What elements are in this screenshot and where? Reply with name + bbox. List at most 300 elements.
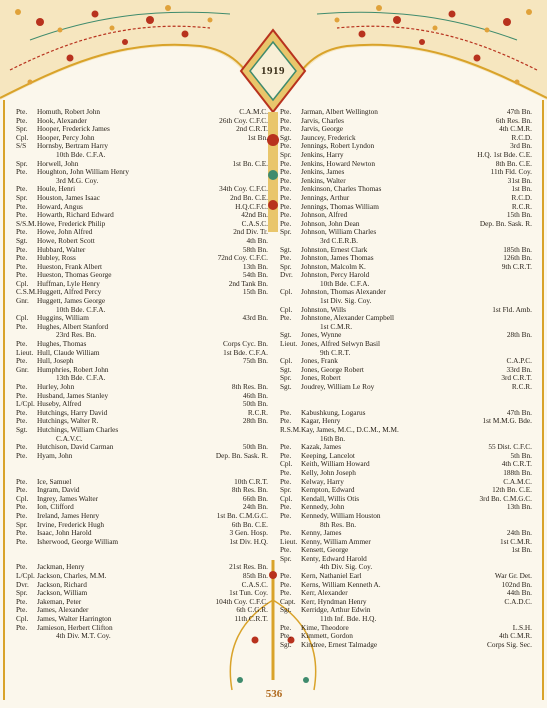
rank: R.S.M. <box>280 425 301 434</box>
rank: Pte. <box>280 142 292 151</box>
soldier-name: Jakeman, Peter <box>37 597 82 606</box>
unit: 15th Bn. <box>242 288 268 297</box>
soldier-name: Ireland, James Henry <box>37 511 100 520</box>
roll-entry <box>16 581 268 590</box>
rank: Pte. <box>280 511 292 520</box>
roll-entry <box>16 383 268 392</box>
unit: Dep. Bn. Sask. R. <box>215 451 268 460</box>
roll-entry <box>280 254 532 263</box>
roll-entry <box>280 563 532 572</box>
unit-continuation: 13th Bde. C.F.A. <box>56 374 106 383</box>
roll-entry <box>280 117 532 126</box>
rank: Pte. <box>16 108 28 116</box>
unit: 28th Bn. <box>506 331 532 340</box>
rank: Pte. <box>280 168 292 177</box>
soldier-name: Jauncey, Frederick <box>301 133 356 142</box>
unit: Corps Sig. Sec. <box>487 640 532 649</box>
rank: Cpl. <box>16 494 29 503</box>
unit: 34th Coy. C.F.C. <box>219 185 268 194</box>
roll-entry <box>16 435 268 444</box>
roll-entry <box>280 263 532 272</box>
roll-entry <box>280 409 532 418</box>
roll-entry <box>280 383 532 392</box>
rank: Pte. <box>16 391 28 400</box>
rank: Dvr. <box>16 580 29 589</box>
unit: 11th Fld. Coy. <box>490 168 532 177</box>
unit: 85th Bn. <box>242 572 268 581</box>
soldier-name: Hutchings, Harry David <box>37 408 108 417</box>
soldier-name: Johnston, Wills <box>301 305 346 314</box>
unit: 55 Dist. C.F.C. <box>488 443 532 452</box>
soldier-name: Kelway, Harry <box>301 477 344 486</box>
rank: Pte. <box>16 245 28 254</box>
unit: 26th Coy. C.F.C. <box>219 116 268 125</box>
unit: 10th C.R.T. <box>234 477 268 486</box>
roll-entry <box>16 443 268 452</box>
roll-entry <box>280 452 532 461</box>
soldier-name: Johnstone, Alexander Campbell <box>301 314 395 323</box>
roll-entry <box>280 443 532 452</box>
soldier-name: Kimmett, Gordon <box>301 632 353 641</box>
rank: Pte. <box>280 108 292 116</box>
unit: 3rd Bn. C.M.G.C. <box>479 494 532 503</box>
unit: 47th Bn. <box>506 408 532 417</box>
unit: R.C.R. <box>511 383 532 391</box>
rank: Pte. <box>16 417 28 426</box>
roll-entry <box>16 503 268 512</box>
roll-entry <box>16 340 268 349</box>
unit-continuation: 10th Bde. C.F.A. <box>56 305 106 314</box>
roll-entry <box>16 632 268 641</box>
rank: Pte. <box>280 116 292 125</box>
soldier-name: Johnston, Malcolm K. <box>301 262 366 271</box>
rank: Pte. <box>280 589 292 598</box>
unit-continuation: 23rd Res. Bn. <box>56 331 97 340</box>
unit: 4th C.M.R. <box>499 632 532 641</box>
unit: 11th C.R.T. <box>234 615 268 624</box>
roll-entry <box>16 452 268 461</box>
roll-entry <box>280 220 532 229</box>
rank: Pte. <box>280 219 292 228</box>
soldier-name: Ingram, David <box>37 486 80 495</box>
roll-entry <box>16 194 268 203</box>
soldier-name: Howard, Angus <box>37 202 83 211</box>
roll-entry <box>280 194 532 203</box>
roll-entry <box>280 349 532 358</box>
soldier-name: Kelly, John Joseph <box>301 468 356 477</box>
roll-entry <box>280 177 532 186</box>
unit: 2nd C.R.T. <box>236 125 268 134</box>
roll-entry <box>280 624 532 633</box>
rank: Pte. <box>16 477 28 486</box>
unit: 1st C.M.R. <box>499 537 532 546</box>
rank: Pte. <box>280 159 292 168</box>
unit: C.A.S.C. <box>241 219 268 228</box>
rank: Pte. <box>280 451 292 460</box>
roll-entry <box>16 589 268 598</box>
soldier-name: Kendall, Willis Otis <box>301 494 360 503</box>
soldier-name: Huseby, Alfred <box>37 400 82 409</box>
roll-entry <box>280 331 532 340</box>
soldier-name: Houston, James Isaac <box>37 193 101 202</box>
roll-entry <box>280 512 532 521</box>
unit-continuation: 8th Res. Bn. <box>320 520 357 529</box>
soldier-name: Hurley, John <box>37 383 75 391</box>
unit: 72nd Coy. C.F.C. <box>217 254 268 263</box>
unit: 2nd Tank Bn. <box>228 279 268 288</box>
roll-entry <box>280 435 532 444</box>
rank: Pte. <box>16 451 28 460</box>
rank: Spr. <box>16 589 28 598</box>
unit: 33rd Bn. <box>506 365 532 374</box>
roll-entry <box>16 288 268 297</box>
unit: 75th Bn. <box>242 357 268 366</box>
rank: Cpl. <box>280 357 293 366</box>
soldier-name: Kennedy, John <box>301 503 345 512</box>
roll-entry <box>280 426 532 435</box>
rank: Pte. <box>16 185 28 194</box>
rank: Pte. <box>280 417 292 426</box>
soldier-name: Jones, George Robert <box>301 365 364 374</box>
spacer <box>16 555 268 564</box>
soldier-name: Hutchings, William Charles <box>37 425 119 434</box>
roll-entry <box>16 203 268 212</box>
soldier-name: Johnston, James Thomas <box>301 254 374 263</box>
unit: 2nd Bn. C.E. <box>230 193 268 202</box>
soldier-name: Hull, Joseph <box>37 357 74 366</box>
soldier-name: Jenkinson, Charles Thomas <box>301 185 382 194</box>
roll-entry <box>16 177 268 186</box>
unit: 4th Bn. <box>246 236 268 245</box>
soldier-name: Jamieson, Herbert Clifton <box>37 623 113 632</box>
unit: 102nd Bn. <box>501 580 532 589</box>
roll-entry <box>16 572 268 581</box>
unit: 1st Bn. <box>511 546 532 555</box>
unit: C.A.D.C. <box>504 597 532 606</box>
rank: Pte. <box>280 503 292 512</box>
spacer <box>280 400 532 409</box>
rank: Pte. <box>16 262 28 271</box>
rank: Spr. <box>16 159 28 168</box>
soldier-name: Jones, Frank <box>301 357 338 366</box>
soldier-name: Johnston, Ernest Clark <box>301 245 368 254</box>
rank: Pte. <box>16 228 28 237</box>
unit: R.C.R. <box>511 202 532 211</box>
unit: 44th Bn. <box>506 589 532 598</box>
soldier-name: Ice, Samuel <box>37 477 72 486</box>
rank: Cpl. <box>16 279 29 288</box>
unit: 31st Bn. <box>507 176 532 185</box>
rank: Cpl. <box>16 615 29 624</box>
roll-entry <box>16 237 268 246</box>
rank: Pte. <box>16 254 28 263</box>
unit: 50th Bn. <box>242 443 268 452</box>
soldier-name: Isherwood, George William <box>37 537 119 546</box>
roll-entry <box>16 606 268 615</box>
roll-entry <box>16 357 268 366</box>
rank: Pte. <box>16 486 28 495</box>
spacer <box>16 469 268 478</box>
roll-entry <box>280 615 532 624</box>
roll-entry <box>280 503 532 512</box>
roll-entry <box>280 366 532 375</box>
rank: Pte. <box>16 563 28 572</box>
soldier-name: Huggett, James George <box>37 297 106 306</box>
rank: Gnr. <box>16 365 29 374</box>
rank: Sgt. <box>16 425 28 434</box>
rank: Sgt. <box>280 383 292 391</box>
rank: Pte. <box>280 546 292 555</box>
roll-entry <box>280 297 532 306</box>
unit: R.C.R. <box>247 408 268 417</box>
rank: Cpl. <box>280 305 293 314</box>
roll-entry <box>16 495 268 504</box>
unit: 13th Bn. <box>506 503 532 512</box>
rank: Cpl. <box>280 494 293 503</box>
right-roll-column <box>280 108 532 649</box>
soldier-name: Jarvis, Charles <box>301 116 344 125</box>
soldier-name: Hornsby, Bertram Harry <box>37 142 109 151</box>
roll-entry <box>16 400 268 409</box>
rank: Pte. <box>16 211 28 220</box>
roll-entry <box>16 417 268 426</box>
unit-continuation: 10th Bde. C.F.A. <box>56 150 106 159</box>
roll-entry <box>16 392 268 401</box>
rank: Sgt. <box>280 606 292 615</box>
unit: 6th Res. Bn. <box>495 116 532 125</box>
soldier-name: Huggett, Alfred Percy <box>37 288 102 297</box>
soldier-name: Kenny, William Ammer <box>301 537 371 546</box>
soldier-name: Jenkins, Howard Newton <box>301 159 375 168</box>
roll-entry <box>16 374 268 383</box>
rank: Spr. <box>280 262 292 271</box>
roll-entry <box>16 538 268 547</box>
roll-entry <box>16 297 268 306</box>
rank: Pte. <box>16 357 28 366</box>
unit: 9th C.R.T. <box>501 262 532 271</box>
rank: Pte. <box>280 443 292 452</box>
soldier-name: Howe, Frederick Philip <box>37 219 106 228</box>
rank: Sgt. <box>16 236 28 245</box>
roll-entry <box>16 228 268 237</box>
roll-entry <box>16 151 268 160</box>
unit: 8th Res. Bn. <box>231 486 268 495</box>
roll-entry <box>16 263 268 272</box>
rank: Pte. <box>280 477 292 486</box>
rank: Sgt. <box>280 365 292 374</box>
unit: 185th Bn. <box>503 245 532 254</box>
rank: Pte. <box>280 254 292 263</box>
unit-continuation: 4th Div. M.T. Coy. <box>56 632 111 641</box>
soldier-name: Kime, Theodore <box>301 623 349 632</box>
unit: C.A.M.C. <box>239 108 268 116</box>
roll-entry <box>16 125 268 134</box>
soldier-name: Irvine, Frederick Hugh <box>37 520 105 529</box>
unit: 1st M.M.G. Bde. <box>482 417 532 426</box>
soldier-name: Kennedy, William Houston <box>301 511 381 520</box>
rank: S/S.M. <box>16 219 37 228</box>
roll-entry <box>280 211 532 220</box>
roll-entry <box>16 366 268 375</box>
rank: Spr. <box>280 374 292 383</box>
soldier-name: Kabushkung, Logarus <box>301 408 366 417</box>
soldier-name: Homuth, Robert John <box>37 108 101 116</box>
unit: 8th Bn. C.E. <box>495 159 532 168</box>
roll-entry <box>16 117 268 126</box>
roll-entry <box>16 349 268 358</box>
soldier-name: Jenkins, James <box>301 168 345 177</box>
rank: Cpl. <box>280 288 293 297</box>
roll-entry <box>280 460 532 469</box>
year-label: 1919 <box>261 65 285 77</box>
unit: 3rd Bn. <box>510 142 532 151</box>
unit: C.A.M.C. <box>503 477 532 486</box>
unit: 104th Coy. C.F.C. <box>215 597 268 606</box>
rank: Pte. <box>16 322 28 331</box>
roll-entry <box>280 606 532 615</box>
roll-entry <box>280 271 532 280</box>
soldier-name: Hueston, Frank Albert <box>37 262 103 271</box>
roll-entry <box>16 512 268 521</box>
soldier-name: Howe, Robert Scott <box>37 236 95 245</box>
unit: R.C.D. <box>511 193 532 202</box>
rank: Pte. <box>280 468 292 477</box>
soldier-name: Huffman, Lyle Henry <box>37 279 100 288</box>
soldier-name: Kenty, Edward Harold <box>301 554 367 563</box>
soldier-name: Jarvis, George <box>301 125 344 134</box>
roll-entry <box>280 469 532 478</box>
soldier-name: Kerr, Alexander <box>301 589 348 598</box>
soldier-name: Jones, Wynne <box>301 331 342 340</box>
unit: Corps Cyc. Bn. <box>223 340 268 349</box>
rank: Pte. <box>16 116 28 125</box>
roll-entry <box>280 185 532 194</box>
roll-entry <box>280 151 532 160</box>
soldier-name: Humphries, Robert John <box>37 365 109 374</box>
unit: 1st Bde. C.F.A. <box>223 348 268 357</box>
rank: Dvr. <box>280 271 293 280</box>
soldier-name: Hull, Claude William <box>37 348 100 357</box>
soldier-name: Jenkins, Harry <box>301 150 344 159</box>
rank: Pte. <box>280 202 292 211</box>
rank: L/Cpl. <box>16 400 35 409</box>
unit: 54th Bn. <box>242 271 268 280</box>
roll-entry <box>16 134 268 143</box>
soldier-name: Jackson, William <box>37 589 88 598</box>
rank: Spr. <box>280 554 292 563</box>
soldier-name: Kern, Nathaniel Earl <box>301 572 362 581</box>
roll-entry <box>16 426 268 435</box>
soldier-name: Kay, James, M.C., D.C.M., M.M. <box>301 425 399 434</box>
rank: Pte. <box>280 211 292 220</box>
roll-entry <box>280 314 532 323</box>
unit: R.C.D. <box>511 133 532 142</box>
roll-entry <box>16 108 268 117</box>
unit: 58th Bn. <box>242 245 268 254</box>
unit: 66th Bn. <box>242 494 268 503</box>
rank: Pte. <box>16 529 28 538</box>
roll-entry <box>280 280 532 289</box>
roll-entry <box>280 581 532 590</box>
rank: Spr. <box>16 125 28 134</box>
spacer <box>16 546 268 555</box>
roll-entry <box>16 160 268 169</box>
soldier-name: Kempton, Edward <box>301 486 355 495</box>
unit: 1st Bn. <box>511 185 532 194</box>
unit: C.A.S.C. <box>241 580 268 589</box>
rank: Sgt. <box>280 331 292 340</box>
unit: Dep. Bn. Sask. R. <box>479 219 532 228</box>
soldier-name: James, Alexander <box>37 606 89 615</box>
soldier-name: Isaac, John Harold <box>37 529 92 538</box>
soldier-name: Huggins, William <box>37 314 89 323</box>
soldier-name: Kerns, William Kenneth A. <box>301 580 381 589</box>
roll-entry <box>280 374 532 383</box>
unit: 1st Bn. C.M.G.C. <box>216 511 268 520</box>
roll-entry <box>280 589 532 598</box>
unit: 1st Div. H.Q. <box>229 537 268 546</box>
year-cartouche <box>252 54 294 88</box>
soldier-name: Jones, Alfred Selwyn Basil <box>301 340 381 349</box>
roll-entry <box>280 288 532 297</box>
soldier-name: Jackman, Henry <box>37 563 85 572</box>
soldier-name: Kagar, Henry <box>301 417 341 426</box>
left-roll-column <box>16 108 268 641</box>
roll-entry <box>16 624 268 633</box>
soldier-name: Hubley, Ross <box>37 254 76 263</box>
unit-continuation: 1st Div. Sig. Coy. <box>320 297 372 306</box>
roll-entry <box>16 271 268 280</box>
soldier-name: Ion, Clifford <box>37 503 74 512</box>
soldier-name: Howe, John Alfred <box>37 228 93 237</box>
soldier-name: Hooper, Frederick James <box>37 125 110 134</box>
roll-entry <box>16 521 268 530</box>
rank: Lieut. <box>16 348 34 357</box>
soldier-name: Jackson, Richard <box>37 580 87 589</box>
unit: 188th Bn. <box>503 468 532 477</box>
soldier-name: Hyam, John <box>37 451 73 460</box>
rank: Pte. <box>16 503 28 512</box>
rank: C.S.M. <box>16 288 37 297</box>
roll-entry <box>280 495 532 504</box>
rank: Spr. <box>280 150 292 159</box>
roll-entry <box>16 220 268 229</box>
soldier-name: Kenny, James <box>301 529 342 538</box>
roll-entry <box>280 134 532 143</box>
roll-entry <box>280 632 532 641</box>
rank: Pte. <box>16 443 28 452</box>
roll-entry <box>280 538 532 547</box>
soldier-name: Keeping, Lancelot <box>301 451 355 460</box>
rank: Pte. <box>16 623 28 632</box>
unit: 4th C.R.T. <box>501 460 532 469</box>
soldier-name: Hutchison, David Carman <box>37 443 114 452</box>
roll-entry <box>16 615 268 624</box>
rank: Spr. <box>16 520 28 529</box>
roll-entry <box>280 306 532 315</box>
soldier-name: Johnson, John Dean <box>301 219 360 228</box>
soldier-name: Houghton, John William Henry <box>37 168 129 177</box>
unit: 24th Bn. <box>242 503 268 512</box>
soldier-name: Kindree, Ernest Talmadge <box>301 640 378 649</box>
rank: Pte. <box>16 271 28 280</box>
unit-continuation: 9th C.R.T. <box>320 348 351 357</box>
soldier-name: Jarman, Albert Wellington <box>301 108 378 116</box>
rank: Pte. <box>16 202 28 211</box>
unit: 28th Bn. <box>242 417 268 426</box>
unit: C.A.P.C. <box>506 357 532 366</box>
rank: L/Cpl. <box>16 572 35 581</box>
